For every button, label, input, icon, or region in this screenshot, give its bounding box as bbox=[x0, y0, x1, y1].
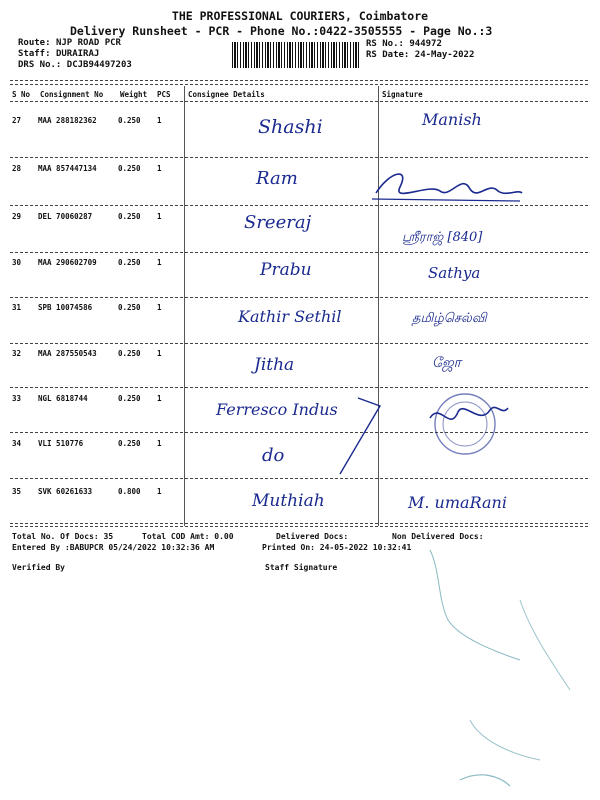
row-divider bbox=[10, 205, 588, 206]
row-signature: ஸ்ரீராஜ் [840] bbox=[402, 230, 483, 245]
row-weight: 0.250 bbox=[118, 394, 141, 403]
row-consignee: Kathir Sethil bbox=[238, 307, 342, 326]
row-pcs: 1 bbox=[157, 212, 162, 221]
rs-no-value: 944972 bbox=[409, 39, 442, 49]
entered-by: Entered By :BABUPCR 05/24/2022 10:32:36 AM bbox=[12, 543, 215, 552]
row-divider bbox=[10, 297, 588, 298]
row-pcs: 1 bbox=[157, 303, 162, 312]
col-header-consignment: Consignment No bbox=[40, 90, 104, 99]
pen-marks bbox=[400, 540, 595, 795]
staff-value: DURAIRAJ bbox=[55, 49, 100, 59]
row-divider bbox=[10, 157, 588, 158]
col-header-pcs: PCS bbox=[157, 90, 171, 99]
company-title: THE PROFESSIONAL COURIERS, Coimbatore bbox=[171, 9, 429, 23]
divider bbox=[10, 80, 588, 81]
row-consignment: VLI 510776 bbox=[38, 439, 84, 448]
col-header-consignee: Consignee Details bbox=[188, 90, 265, 99]
row-divider bbox=[10, 387, 588, 388]
route-label: Route: bbox=[18, 38, 51, 48]
row-sno: 34 bbox=[12, 439, 22, 448]
printed-on: Printed On: 24-05-2022 10:32:41 bbox=[262, 543, 412, 552]
row-sno: 31 bbox=[12, 303, 22, 312]
row-signature: தமிழ்செல்வி bbox=[412, 311, 487, 326]
row-pcs: 1 bbox=[157, 164, 162, 173]
row-sno: 35 bbox=[12, 487, 22, 496]
table-row bbox=[0, 345, 600, 391]
rs-date-value: 24-May-2022 bbox=[414, 50, 475, 60]
row-pcs: 1 bbox=[157, 258, 162, 267]
rs-no-info bbox=[366, 39, 442, 49]
drs-value: DCJB94497203 bbox=[66, 60, 132, 70]
row-consignee: do bbox=[262, 445, 285, 466]
row-consignment: DEL 70060287 bbox=[38, 212, 93, 221]
barcode-image bbox=[232, 42, 360, 68]
row-consignee: Prabu bbox=[260, 260, 312, 280]
col-header-signature: Signature bbox=[382, 90, 423, 99]
table-row bbox=[0, 112, 600, 158]
row-consignment: MAA 290602709 bbox=[38, 258, 97, 267]
table-row bbox=[0, 160, 600, 206]
table-row bbox=[0, 435, 600, 481]
row-consignment: SVK 60261633 bbox=[38, 487, 93, 496]
rs-date-info bbox=[366, 50, 474, 60]
row-sno: 28 bbox=[12, 164, 22, 173]
table-row bbox=[0, 299, 600, 345]
row-weight: 0.250 bbox=[118, 439, 141, 448]
row-consignee: Shashi bbox=[258, 116, 323, 138]
drs-label: DRS No.: bbox=[18, 60, 62, 70]
row-consignment: MAA 288182362 bbox=[38, 116, 97, 125]
row-consignment: NGL 6818744 bbox=[38, 394, 88, 403]
table-row bbox=[0, 390, 600, 436]
delivered-docs: Delivered Docs: bbox=[276, 532, 349, 541]
row-sno: 27 bbox=[12, 116, 22, 125]
row-pcs: 1 bbox=[157, 394, 162, 403]
row-signature: ஜோ bbox=[432, 355, 461, 371]
total-docs: Total No. Of Docs: 35 bbox=[12, 532, 114, 541]
row-consignee: Jitha bbox=[254, 355, 295, 375]
row-consignment: SPB 10074586 bbox=[38, 303, 93, 312]
row-consignee: Ram bbox=[256, 168, 298, 189]
drs-info bbox=[18, 60, 132, 70]
staff-signature: Staff Signature bbox=[265, 563, 338, 572]
route-value: NJP ROAD PCR bbox=[55, 38, 121, 48]
row-divider bbox=[10, 523, 588, 524]
rs-no-label: RS No.: bbox=[366, 39, 404, 49]
table-row bbox=[0, 208, 600, 254]
staff-label: Staff: bbox=[18, 49, 51, 59]
route-info bbox=[18, 38, 121, 48]
row-pcs: 1 bbox=[157, 116, 162, 125]
row-sno: 29 bbox=[12, 212, 22, 221]
staff-info bbox=[18, 49, 99, 59]
rs-date-label: RS Date: bbox=[366, 50, 410, 60]
row-consignment: MAA 287550543 bbox=[38, 349, 97, 358]
row-consignment: MAA 857447134 bbox=[38, 164, 97, 173]
divider bbox=[10, 526, 588, 527]
divider bbox=[10, 101, 588, 102]
row-pcs: 1 bbox=[157, 487, 162, 496]
row-weight: 0.800 bbox=[118, 487, 141, 496]
non-delivered-docs: Non Delivered Docs: bbox=[392, 532, 484, 541]
row-weight: 0.250 bbox=[118, 212, 141, 221]
row-sno: 30 bbox=[12, 258, 22, 267]
row-pcs: 1 bbox=[157, 349, 162, 358]
row-divider bbox=[10, 343, 588, 344]
col-header-weight: Weight bbox=[120, 90, 148, 99]
row-signature: Sathya bbox=[428, 264, 481, 282]
row-weight: 0.250 bbox=[118, 349, 141, 358]
divider bbox=[10, 84, 588, 85]
row-divider bbox=[10, 432, 588, 433]
row-consignee: Muthiah bbox=[252, 491, 325, 511]
table-row bbox=[0, 254, 600, 300]
row-signature: M. umaRani bbox=[408, 493, 507, 512]
row-weight: 0.250 bbox=[118, 116, 141, 125]
row-divider bbox=[10, 252, 588, 253]
row-divider bbox=[10, 478, 588, 479]
col-header-sno: S No bbox=[12, 90, 31, 99]
row-signature: Manish bbox=[422, 110, 482, 129]
row-weight: 0.250 bbox=[118, 303, 141, 312]
total-cod: Total COD Amt: 0.00 bbox=[142, 532, 234, 541]
row-sno: 33 bbox=[12, 394, 22, 403]
row-sno: 32 bbox=[12, 349, 22, 358]
runsheet-subtitle: Delivery Runsheet - PCR - Phone No.:0422-3505555 - Page No.:3 bbox=[70, 24, 493, 38]
table-row bbox=[0, 481, 600, 525]
row-consignee: Ferresco Indus bbox=[216, 400, 338, 419]
row-pcs: 1 bbox=[157, 439, 162, 448]
row-consignee: Sreeraj bbox=[244, 212, 312, 233]
verified-by: Verified By bbox=[12, 563, 65, 572]
row-weight: 0.250 bbox=[118, 258, 141, 267]
row-weight: 0.250 bbox=[118, 164, 141, 173]
